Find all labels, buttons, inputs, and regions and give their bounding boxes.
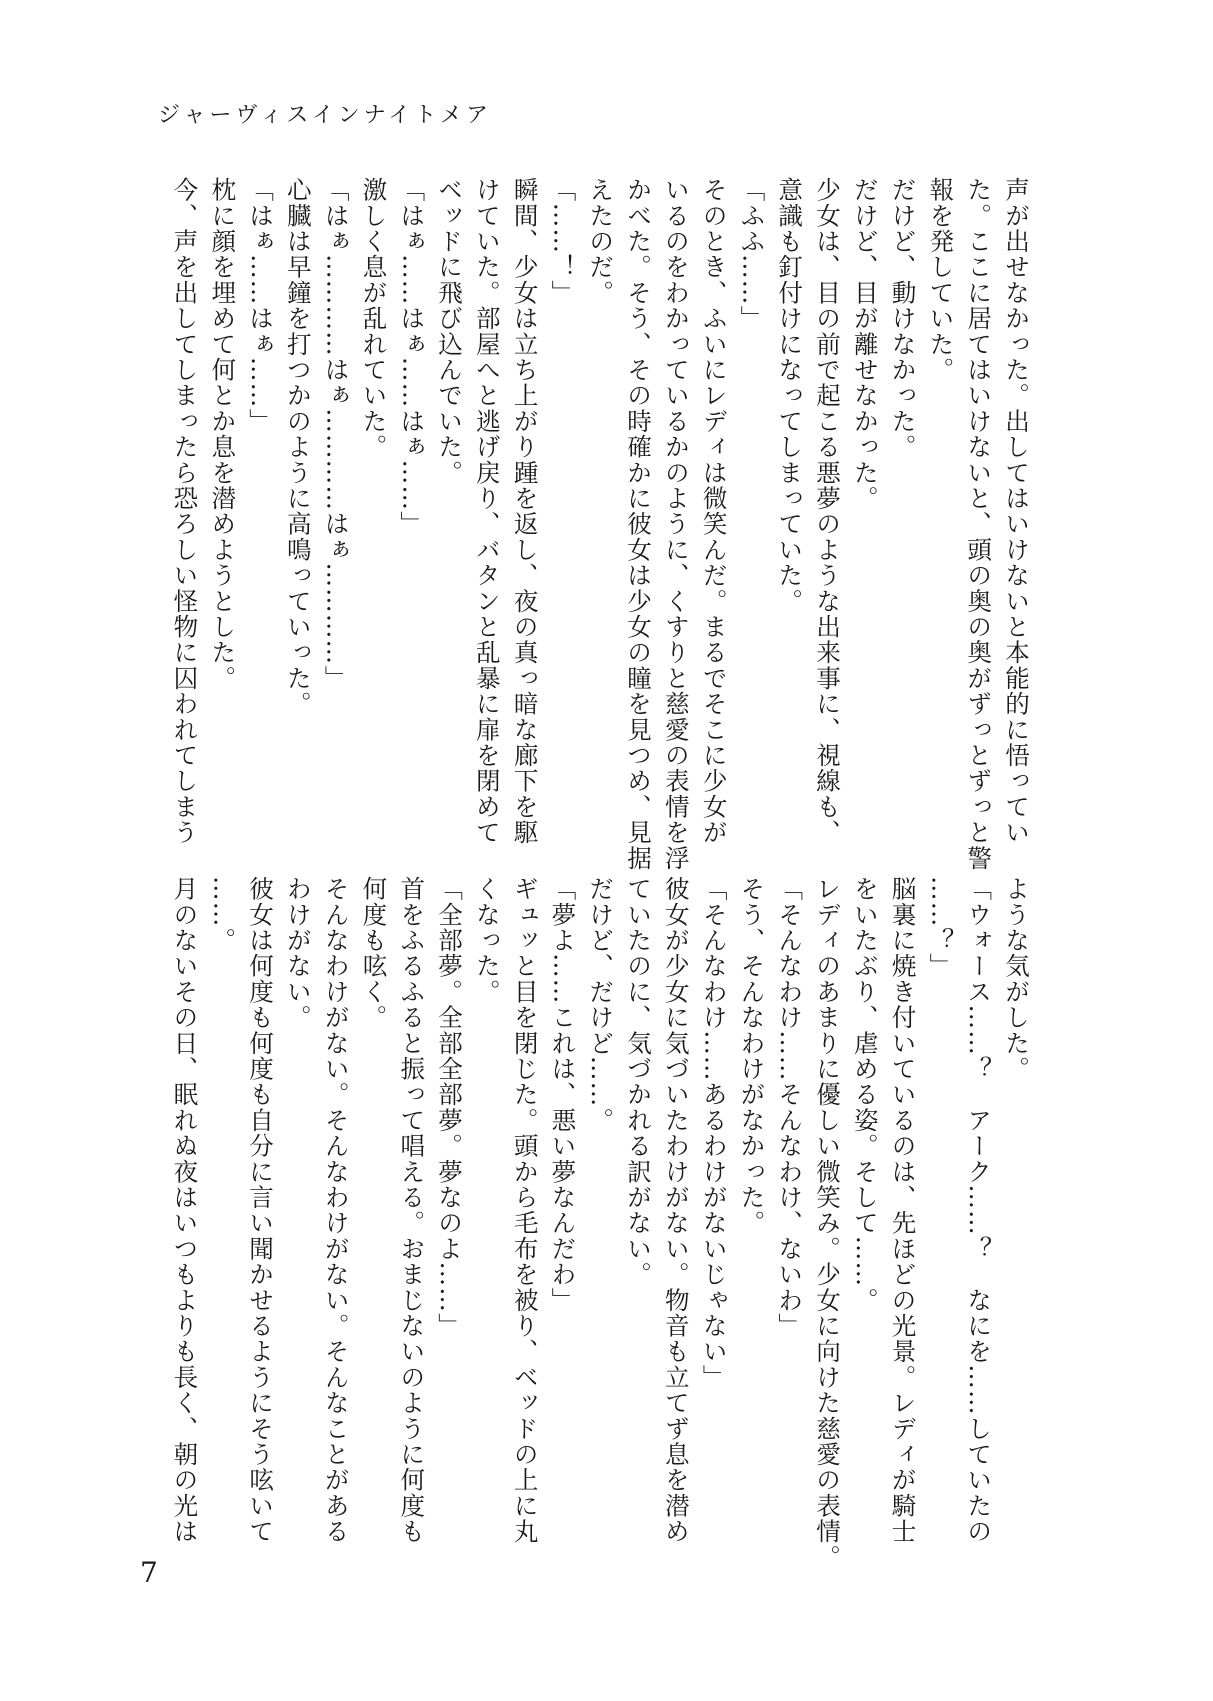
text-line: 「そんなわけ……あるわけがないじゃない」 [699, 876, 729, 1390]
running-header: ジャーヴィスインナイトメア [158, 103, 493, 128]
text-line: 枕に顔を埋めて何とか息を潜めようとした。 [208, 177, 238, 691]
text-line: 意識も釘付けになってしまっていた。 [775, 177, 805, 614]
text-line: けていた。部屋へと逃げ戻り、バタンと乱暴に扉を閉めて [472, 177, 502, 846]
text-line: 「はぁ…………はぁ…………はぁ…………」 [321, 177, 351, 691]
text-line: かべた。そう、その時確かに彼女は少女の瞳を見つめ、見据 [624, 177, 654, 871]
text-line: ていたのに、気づかれる訳がない。 [624, 876, 654, 1288]
text-line: ……。 [208, 876, 238, 954]
text-line: 「……！」 [548, 177, 578, 306]
text-line: くなった。 [472, 876, 502, 1005]
text-line: ベッドに飛び込んでいた。 [435, 177, 465, 486]
text-line: そのとき、ふいにレディは微笑んだ。まるでそこに少女が [699, 177, 729, 846]
text-line: そう、そんなわけがなかった。 [737, 876, 767, 1236]
text-line: 瞬間、少女は立ち上がり踵を返し、夜の真っ暗な廊下を駆 [510, 177, 540, 846]
text-line: 少女は、目の前で起こる悪夢のような出来事に、視線も、 [813, 177, 843, 846]
text-line: 今、声を出してしまったら恐ろしい怪物に囚われてしまう [170, 177, 200, 846]
text-line: レディのあまりに優しい微笑み。少女に向けた慈愛の表情。 [813, 876, 843, 1570]
text-line: 心臓は早鐘を打つかのように高鳴っていった。 [283, 177, 313, 717]
text-line: 激しく息が乱れていた。 [359, 177, 389, 460]
text-line: ……？」 [926, 876, 956, 979]
text-line: 彼女が少女に気づいたわけがない。物音も立てず息を潜め [661, 876, 691, 1545]
text-line: 月のないその日、眠れぬ夜はいつもよりも長く、朝の光は [170, 876, 200, 1545]
text-line: 何度も呟く。 [359, 876, 389, 1031]
text-line: わけがない。 [283, 876, 313, 1031]
text-line: た。ここに居てはいけないと、頭の奥の奥がずっとずっと警 [964, 177, 994, 871]
text-line: だけど、目が離せなかった。 [850, 177, 880, 512]
text-line: をいたぶり、虐める姿。そして……。 [850, 876, 880, 1313]
text-line: えたのだ。 [586, 177, 616, 306]
text-line: 「はぁ……はぁ……はぁ……」 [397, 177, 427, 537]
text-line: 声が出せなかった。出してはいけないと本能的に悟ってい [1002, 177, 1031, 846]
upper-text-block [170, 177, 1035, 871]
text-line: 「はぁ……はぁ……」 [246, 177, 276, 434]
text-line: 首をふるふると振って唱える。おまじないのように何度も [397, 876, 427, 1545]
text-line: ような気がした。 [1002, 876, 1031, 1082]
text-line: ギュッと目を閉じた。頭から毛布を被り、ベッドの上に丸 [510, 876, 540, 1545]
text-line: 報を発していた。 [926, 177, 956, 383]
text-line: そんなわけがない。そんなわけがない。そんなことがある [321, 876, 351, 1545]
lower-text-block [170, 876, 1035, 1570]
text-line: 「夢よ……これは、悪い夢なんだわ」 [548, 876, 578, 1313]
text-line: 「ウォース……？ アーク……？ なにを……していたの [964, 876, 994, 1545]
page-number: 7 [140, 1556, 158, 1589]
text-line: 「ふふ……」 [737, 177, 767, 332]
text-line: いるのをわかっているかのように、くすりと慈愛の表情を浮 [661, 177, 691, 871]
text-line: 脳裏に焼き付いているのは、先ほどの光景。レディが騎士 [888, 876, 918, 1545]
text-line: だけど、だけど……。 [586, 876, 616, 1133]
text-line: 彼女は何度も何度も自分に言い聞かせるようにそう呟いて [246, 876, 276, 1545]
text-line: だけど、動けなかった。 [888, 177, 918, 460]
text-line: 「全部夢。全部全部夢。夢なのよ……」 [435, 876, 465, 1339]
text-line: 「そんなわけ……そんなわけ、ないわ」 [775, 876, 805, 1339]
